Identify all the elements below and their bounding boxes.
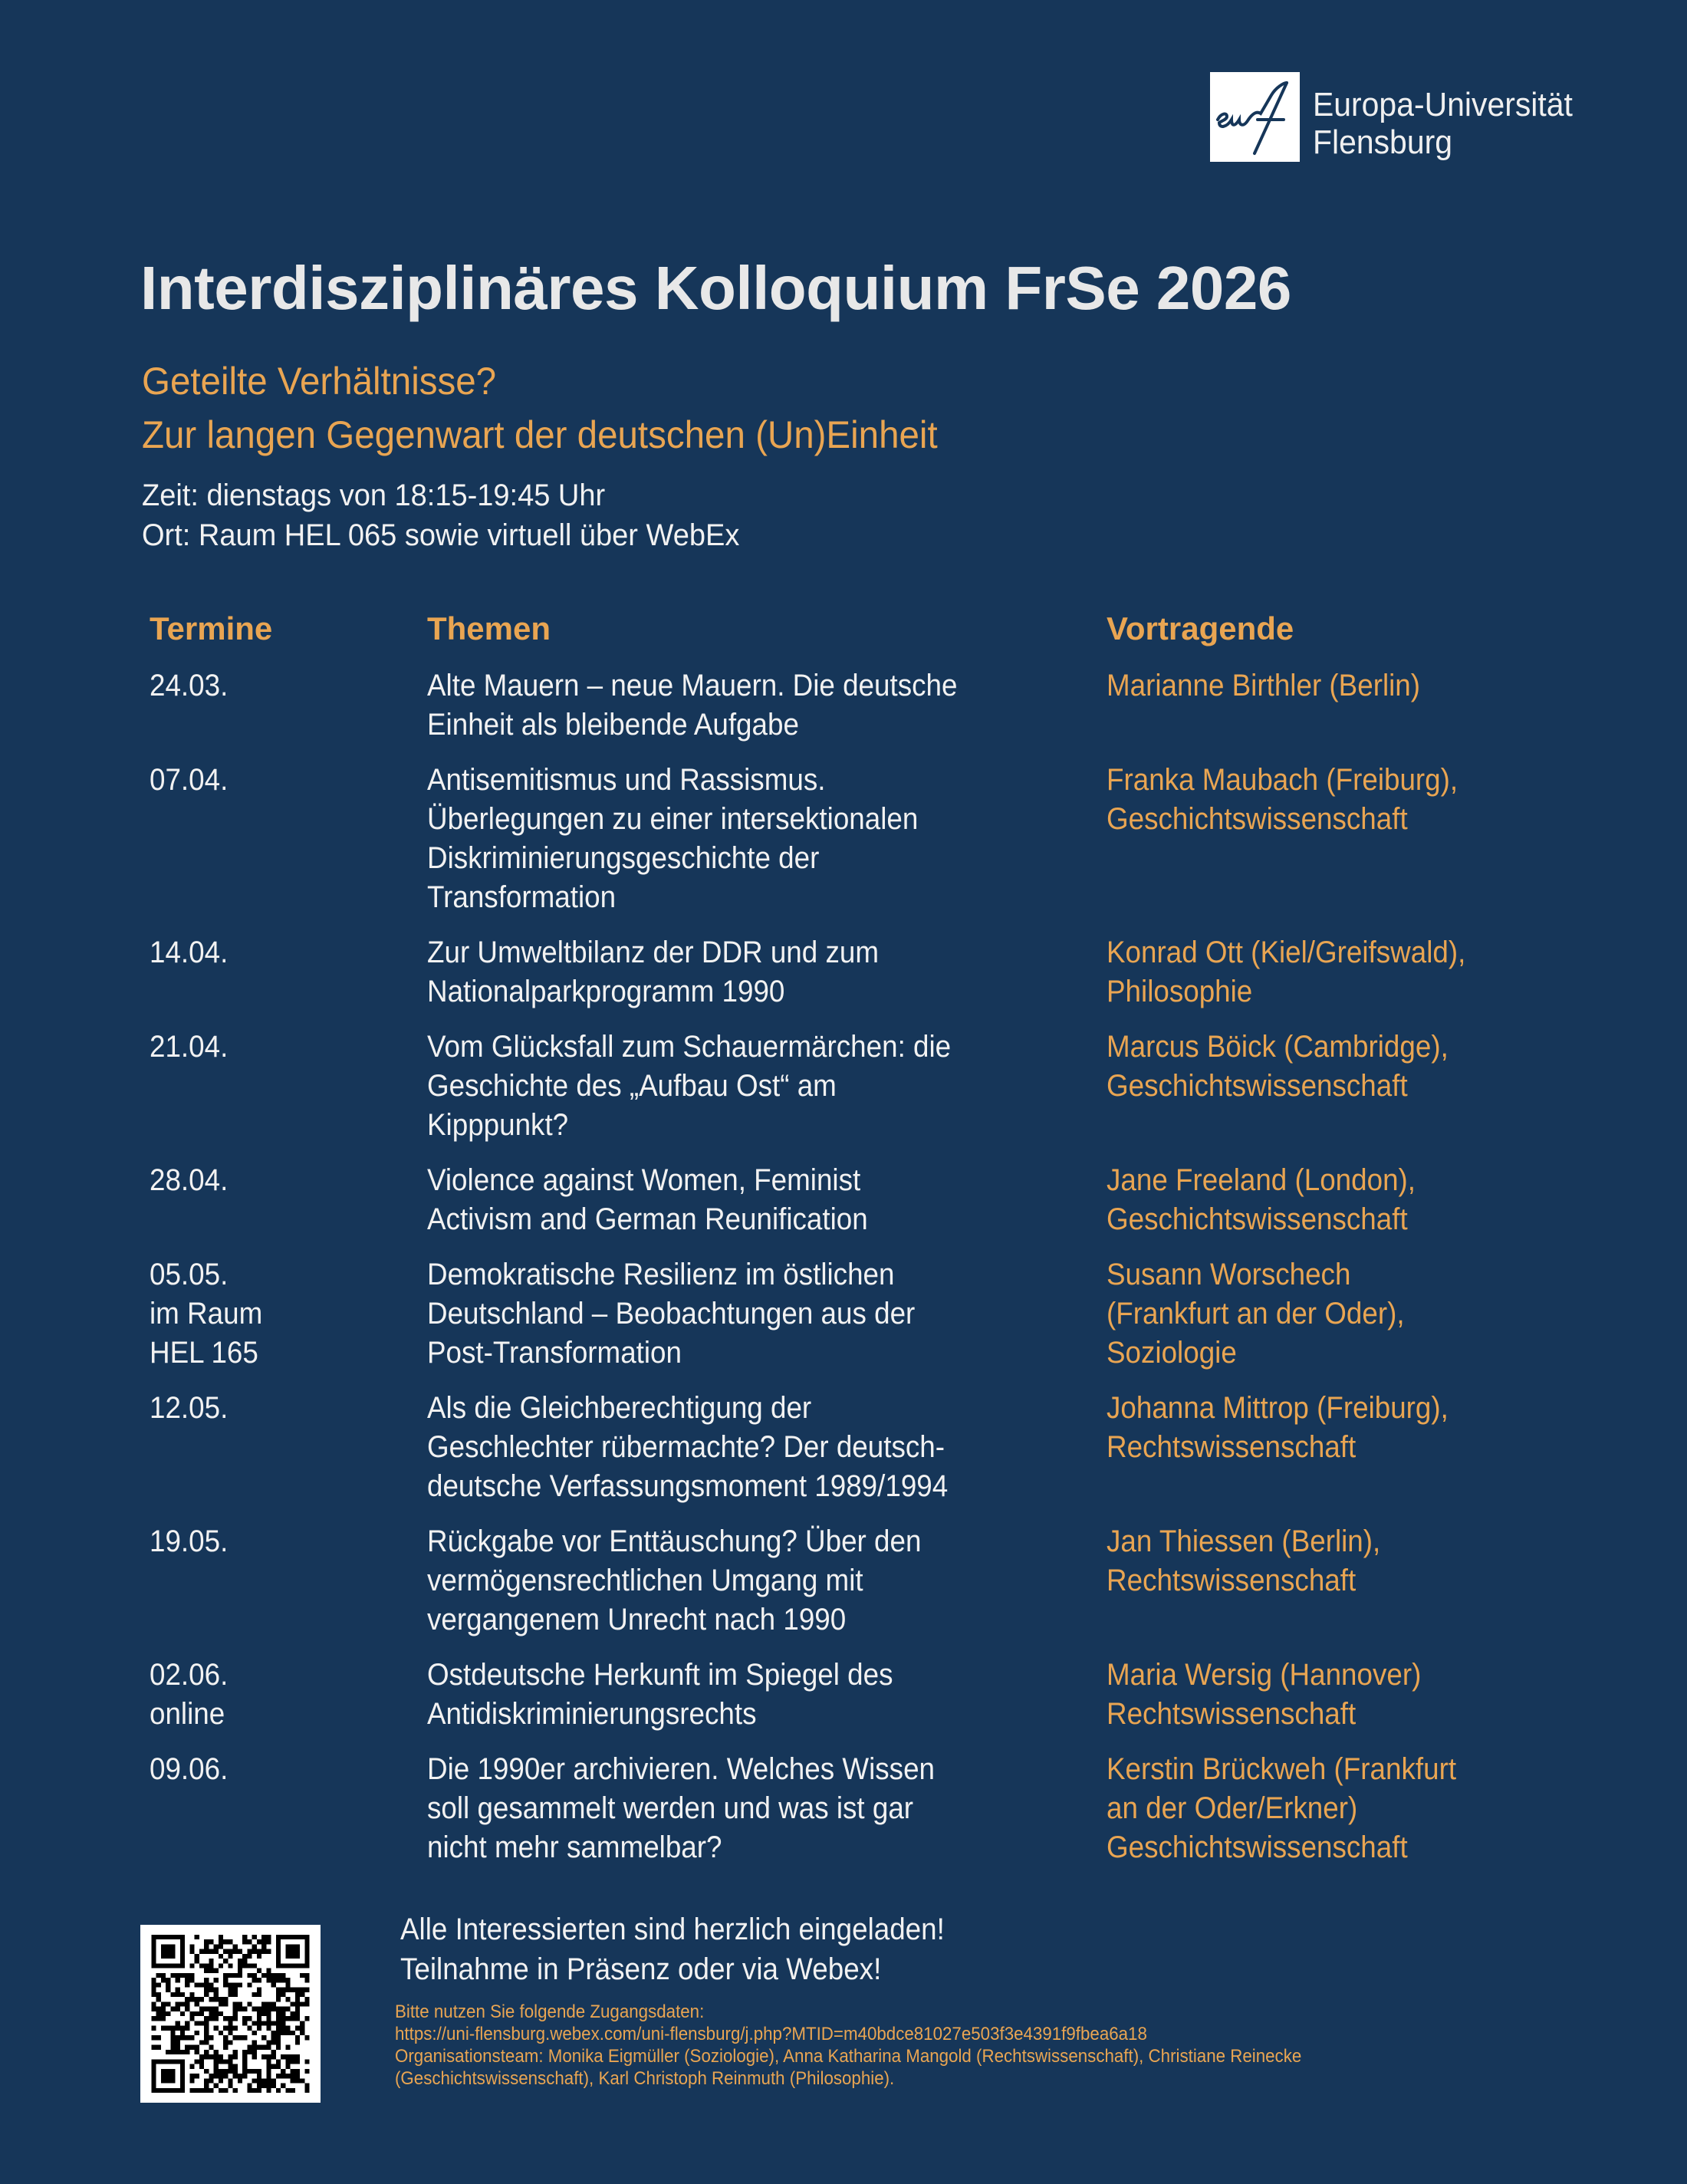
webex-link[interactable]: https://uni-flensburg.webex.com/uni-flensburg/j.php?MTID=m40bdce81027e503f3e4391f9fbea6a18 [395, 2024, 1147, 2044]
row-speaker-line: Maria Wersig (Hannover) [1107, 1658, 1422, 1692]
invitation-line1: Alle Interessierten sind herzlich eingeladen! [400, 1913, 945, 1946]
row-speaker-line: Rechtswissenschaft [1107, 1430, 1357, 1464]
row-topic-line: Diskriminierungsgeschichte der [427, 841, 820, 875]
row-speaker-line: Geschichtswissenschaft [1107, 802, 1408, 836]
row-date-line: im Raum [150, 1297, 263, 1330]
row-date [150, 1522, 228, 1561]
row-date [150, 666, 228, 706]
row-topic-line: Geschichte des „Aufbau Ost“ am [427, 1069, 837, 1103]
event-meta [142, 475, 739, 555]
row-topic-line: Überlegungen zu einer intersektionalen [427, 802, 919, 836]
row-speaker-line: an der Oder/Erkner) [1107, 1791, 1358, 1825]
row-topic-line: Die 1990er archivieren. Welches Wissen [427, 1752, 936, 1786]
row-topic-line: Deutschland – Beobachtungen aus der [427, 1297, 916, 1330]
row-speaker [1107, 761, 1458, 839]
row-speaker-line: Rechtswissenschaft [1107, 1564, 1357, 1597]
row-date-line: 24.03. [150, 669, 229, 702]
subtitle-line2: Zur langen Gegenwart der deutschen (Un)Einheit [142, 413, 938, 456]
row-topic-line: Post-Transformation [427, 1336, 682, 1370]
row-speaker-line: Geschichtswissenschaft [1107, 1069, 1408, 1103]
row-topic [427, 1255, 915, 1373]
row-date-line: 28.04. [150, 1163, 229, 1197]
row-topic-line: Antisemitismus und Rassismus. [427, 763, 826, 797]
row-date-line: 02.06. [150, 1658, 229, 1692]
row-speaker [1107, 1389, 1449, 1467]
organizers-line2: (Geschichtswissenschaft), Karl Christoph Reinmuth (Philosophie). [395, 2068, 895, 2089]
row-topic-line: Zur Umweltbilanz der DDR und zum [427, 936, 879, 969]
row-speaker-line: Geschichtswissenschaft [1107, 1202, 1408, 1236]
row-date-line: 21.04. [150, 1030, 229, 1064]
row-speaker-line: Soziologie [1107, 1336, 1237, 1370]
row-topic-line: Rückgabe vor Enttäuschung? Über den [427, 1525, 922, 1558]
row-date [150, 1656, 228, 1734]
qr-code-pattern [150, 1935, 311, 2093]
row-speaker [1107, 933, 1465, 1011]
row-speaker-line: Marcus Böick (Cambridge), [1107, 1030, 1449, 1064]
row-speaker [1107, 1255, 1405, 1373]
row-topic [427, 1389, 948, 1506]
row-topic-line: soll gesammelt werden und was ist gar [427, 1791, 914, 1825]
row-topic-line: Geschlechter rübermachte? Der deutsch- [427, 1430, 945, 1464]
column-header-speakers: Vortragende [1107, 610, 1294, 646]
row-date-line: HEL 165 [150, 1336, 258, 1370]
euf-logo-icon [1210, 72, 1300, 162]
row-speaker [1107, 1656, 1421, 1734]
row-date [150, 1028, 228, 1067]
row-topic-line: Antidiskriminierungsrechts [427, 1697, 757, 1731]
qr-finder-pattern [161, 1944, 176, 1959]
row-topic [427, 666, 957, 745]
row-speaker-line: Konrad Ott (Kiel/Greifswald), [1107, 936, 1466, 969]
university-logo-mark [1210, 72, 1300, 162]
row-topic-line: Ostdeutsche Herkunft im Spiegel des [427, 1658, 893, 1692]
row-topic-line: Vom Glücksfall zum Schauermärchen: die [427, 1030, 952, 1064]
row-speaker-line: Susann Worschech [1107, 1258, 1351, 1291]
subtitle-line1: Geteilte Verhältnisse? [142, 360, 497, 403]
column-header-dates: Termine [150, 610, 273, 646]
university-name-line1: Europa-Universität [1313, 86, 1573, 123]
row-speaker [1107, 666, 1420, 706]
row-topic-line: Einheit als bleibende Aufgabe [427, 708, 799, 742]
row-topic-line: Nationalparkprogramm 1990 [427, 975, 785, 1008]
access-label: Bitte nutzen Sie folgende Zugangsdaten: [395, 2001, 705, 2022]
row-date [150, 933, 228, 972]
row-speaker [1107, 1750, 1456, 1867]
row-date [150, 1161, 228, 1200]
row-topic [427, 1522, 921, 1640]
row-speaker-line: Marianne Birthler (Berlin) [1107, 669, 1421, 702]
university-name-line2: Flensburg [1313, 123, 1452, 161]
subtitle [142, 354, 938, 462]
university-name [1313, 86, 1573, 161]
row-speaker [1107, 1522, 1380, 1600]
row-topic-line: vergangenem Unrecht nach 1990 [427, 1603, 847, 1636]
row-topic-line: Demokratische Resilienz im östlichen [427, 1258, 895, 1291]
qr-code-icon [140, 1925, 321, 2103]
row-date-line: 19.05. [150, 1525, 229, 1558]
row-topic [427, 1750, 935, 1867]
row-topic-line: nicht mehr sammelbar? [427, 1830, 722, 1864]
row-topic-line: Transformation [427, 880, 617, 914]
access-info [395, 2001, 1301, 2090]
qr-finder-pattern [161, 2069, 176, 2084]
qr-finder-pattern [285, 1944, 300, 1959]
row-speaker [1107, 1161, 1416, 1239]
row-date [150, 1255, 262, 1373]
row-speaker-line: Rechtswissenschaft [1107, 1697, 1357, 1731]
row-speaker-line: Johanna Mittrop (Freiburg), [1107, 1391, 1449, 1425]
row-topic [427, 1161, 868, 1239]
row-speaker-line: (Frankfurt an der Oder), [1107, 1297, 1405, 1330]
row-topic-line: Alte Mauern – neue Mauern. Die deutsche [427, 669, 958, 702]
row-speaker-line: Kerstin Brückweh (Frankfurt [1107, 1752, 1457, 1786]
row-date-line: 14.04. [150, 936, 229, 969]
row-speaker-line: Franka Maubach (Freiburg), [1107, 763, 1458, 797]
event-time: Zeit: dienstags von 18:15-19:45 Uhr [142, 479, 606, 512]
row-date-line: 05.05. [150, 1258, 229, 1291]
row-topic [427, 933, 879, 1011]
row-date [150, 1389, 228, 1428]
row-date-line: 12.05. [150, 1391, 229, 1425]
invitation [400, 1909, 945, 1989]
row-date-line: 07.04. [150, 763, 229, 797]
invitation-line2: Teilnahme in Präsenz oder via Webex! [400, 1952, 882, 1986]
row-topic-line: Violence against Women, Feminist [427, 1163, 861, 1197]
column-header-topics: Themen [427, 610, 551, 646]
row-topic [427, 761, 918, 917]
row-speaker-line: Geschichtswissenschaft [1107, 1830, 1408, 1864]
row-date-line: online [150, 1697, 225, 1731]
row-topic-line: deutsche Verfassungsmoment 1989/1994 [427, 1469, 949, 1503]
row-speaker-line: Philosophie [1107, 975, 1253, 1008]
row-date-line: 09.06. [150, 1752, 229, 1786]
row-topic [427, 1028, 951, 1145]
row-date [150, 1750, 228, 1789]
organizers-line1: Organisationsteam: Monika Eigmüller (Soziologie), Anna Katharina Mangold (Rechtswissenschaft), Christiane Reinecke [395, 2046, 1302, 2067]
page-title: Interdisziplinäres Kolloquium FrSe 2026 [140, 254, 1291, 322]
row-topic [427, 1656, 893, 1734]
row-topic-line: Als die Gleichberechtigung der [427, 1391, 812, 1425]
row-speaker-line: Jan Thiessen (Berlin), [1107, 1525, 1381, 1558]
row-topic-line: Kipppunkt? [427, 1108, 569, 1142]
row-speaker [1107, 1028, 1449, 1106]
event-place: Ort: Raum HEL 065 sowie virtuell über WebEx [142, 518, 740, 552]
row-date [150, 761, 228, 800]
row-topic-line: vermögensrechtlichen Umgang mit [427, 1564, 863, 1597]
row-speaker-line: Jane Freeland (London), [1107, 1163, 1416, 1197]
row-topic-line: Activism and German Reunification [427, 1202, 868, 1236]
